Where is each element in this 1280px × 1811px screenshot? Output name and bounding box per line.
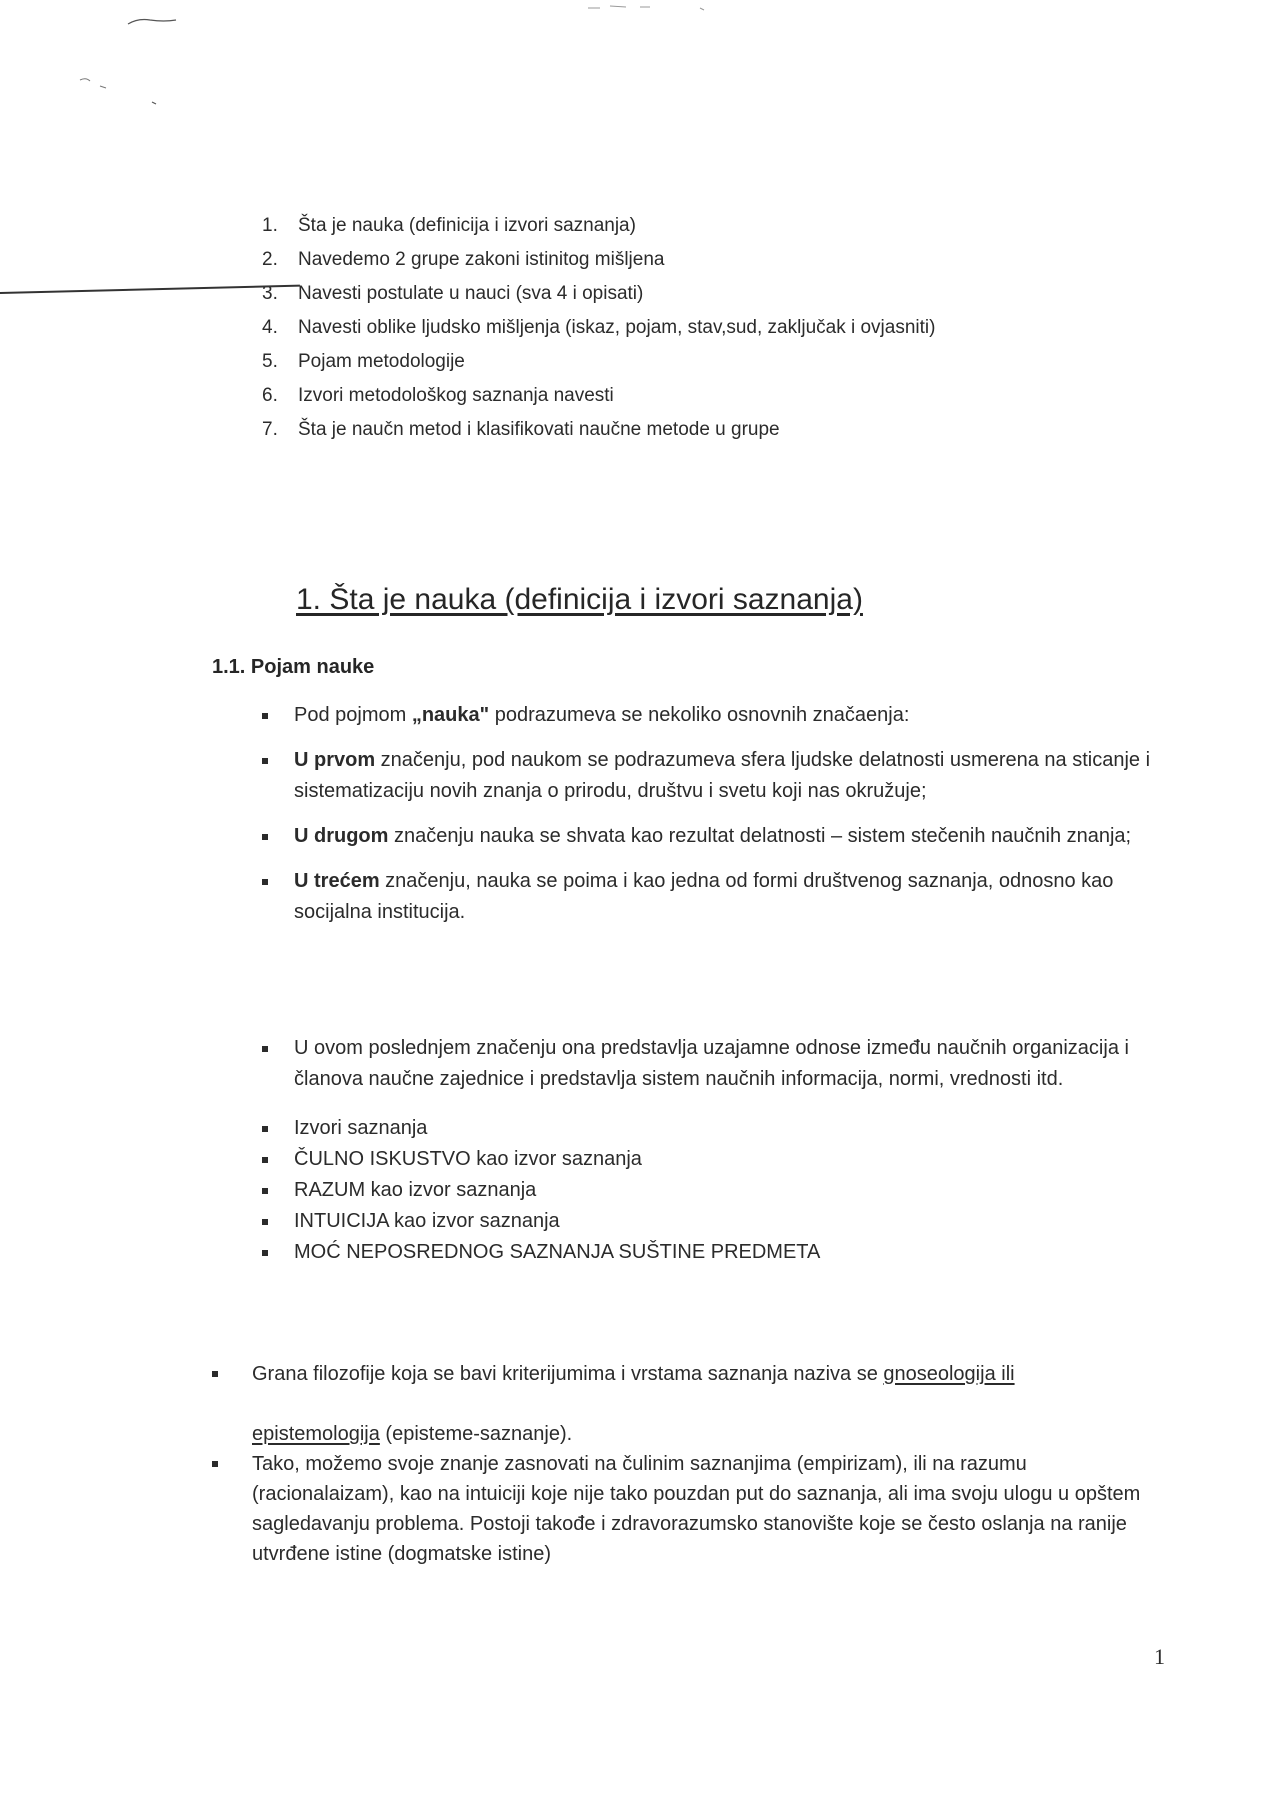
bullet-icon [212,1371,218,1377]
toc-list [262,209,1082,447]
bold-term: „nauka" [411,704,490,726]
bullet-icon [262,1126,268,1132]
bullet-icon [262,1188,268,1194]
toc-item [262,311,1082,345]
text-run: Tako, možemo svoje znanje zasnovati na čulinim saznanjima (empirizam), ili na razumu (racionalaizam), kao na intuiciji koje nije tako pouzdan put do saznanja, ali ima svoju ulogu u opštem sagledavanju problema. Postoji takođe i zdravorazumsko stanovište koje se često oslanja na ranije utvrđene istine (dogmatske istine) [252,1453,1141,1565]
toc-num: 5. [262,351,278,372]
list-item [262,1113,1162,1144]
toc-text: Pojam metodologije [298,351,465,372]
philosophy-list [212,1359,1142,1569]
text-run: podrazumeva se nekoliko osnovnih značaenja: [489,704,910,726]
toc-item [262,277,1082,311]
text-run: Izvori saznanja [294,1117,428,1139]
subsection-heading: 1.1. Pojam nauke [212,656,375,678]
toc-item [262,345,1082,379]
text-run: (episteme-saznanje). [379,1423,573,1445]
list-item [212,1359,1142,1449]
text-run: MOĆ NEPOSREDNOG SAZNANJA SUŠTINE PREDMETA [294,1241,821,1263]
list-item [262,1144,1162,1175]
bullet-icon [262,1046,268,1052]
toc-text: Navedemo 2 grupe zakoni istinitog mišljena [298,249,665,270]
underlined-term: epistemologija [252,1423,380,1445]
toc-item [262,243,1082,277]
toc-num: 2. [262,249,278,270]
bullet-icon [262,713,268,719]
text-run: RAZUM kao izvor saznanja [294,1179,537,1201]
toc-num: 7. [262,419,278,440]
toc-text: Šta je nauka (definicija i izvori saznanja) [298,215,636,236]
text-run: značenju nauka se shvata kao rezultat delatnosti – sistem stečenih naučnih znanja; [388,825,1132,847]
toc-text: Izvori metodološkog saznanja navesti [298,385,614,406]
pen-strike-line [0,285,300,294]
list-item [262,1175,1162,1206]
list-item [212,1449,1142,1569]
scan-noise-marks [0,0,1280,140]
list-item [262,1237,1162,1268]
bullet-icon [262,879,268,885]
section-heading: 1. Šta je nauka (definicija i izvori saznanja) [296,583,863,616]
bullet-icon [212,1461,218,1467]
page-number: 1 [1154,1644,1165,1669]
meanings-list [262,700,1162,942]
text-run: INTUICIJA kao izvor saznanja [294,1210,560,1232]
sources-list [262,1033,1162,1268]
toc-text: Šta je naučn metod i klasifikovati naučne metode u grupe [298,419,780,440]
bold-term: U prvom [294,749,376,771]
bold-term: U drugom [294,825,389,847]
text-run: U ovom poslednjem značenju ona predstavlja uzajamne odnose između naučnih organizacija i članova naučne zajednice i predstavlja sistem naučnih informacija, normi, vrednosti itd. [294,1037,1129,1090]
toc-num: 3. [262,283,278,304]
bullet-icon [262,834,268,840]
toc-text: Navesti postulate u nauci (sva 4 i opisati) [298,283,644,304]
toc-num: 6. [262,385,278,406]
toc-item [262,413,1082,447]
bullet-icon [262,758,268,764]
bold-term: U trećem [294,870,380,892]
list-item [262,1033,1162,1095]
text-run: Pod pojmom [294,704,412,726]
bullet-icon [262,1250,268,1256]
text-run: ČULNO ISKUSTVO kao izvor saznanja [294,1148,642,1170]
toc-num: 4. [262,317,278,338]
toc-num: 1. [262,215,278,236]
toc-item [262,379,1082,413]
text-run: značenju, nauka se poima i kao jedna od formi društvenog saznanja, odnosno kao socijalna institucija. [294,870,1114,923]
toc-item [262,209,1082,243]
bullet-icon [262,1157,268,1163]
bullet-icon [262,1219,268,1225]
list-item [262,821,1162,852]
list-item [262,700,1162,731]
list-item [262,866,1162,928]
text-run: značenju, pod naukom se podrazumeva sfera ljudske delatnosti usmerena na sticanje i sistematizaciju novih znanja o prirodu, društvu i svetu koji nas okružuje; [294,749,1151,802]
list-item [262,745,1162,807]
list-item [262,1206,1162,1237]
text-run: Grana filozofije koja se bavi kriterijumima i vrstama saznanja naziva se [252,1363,884,1385]
underlined-term: gnoseologija ili [883,1363,1015,1385]
toc-text: Navesti oblike ljudsko mišljenja (iskaz, pojam, stav,sud, zaključak i ovjasniti) [298,317,936,338]
